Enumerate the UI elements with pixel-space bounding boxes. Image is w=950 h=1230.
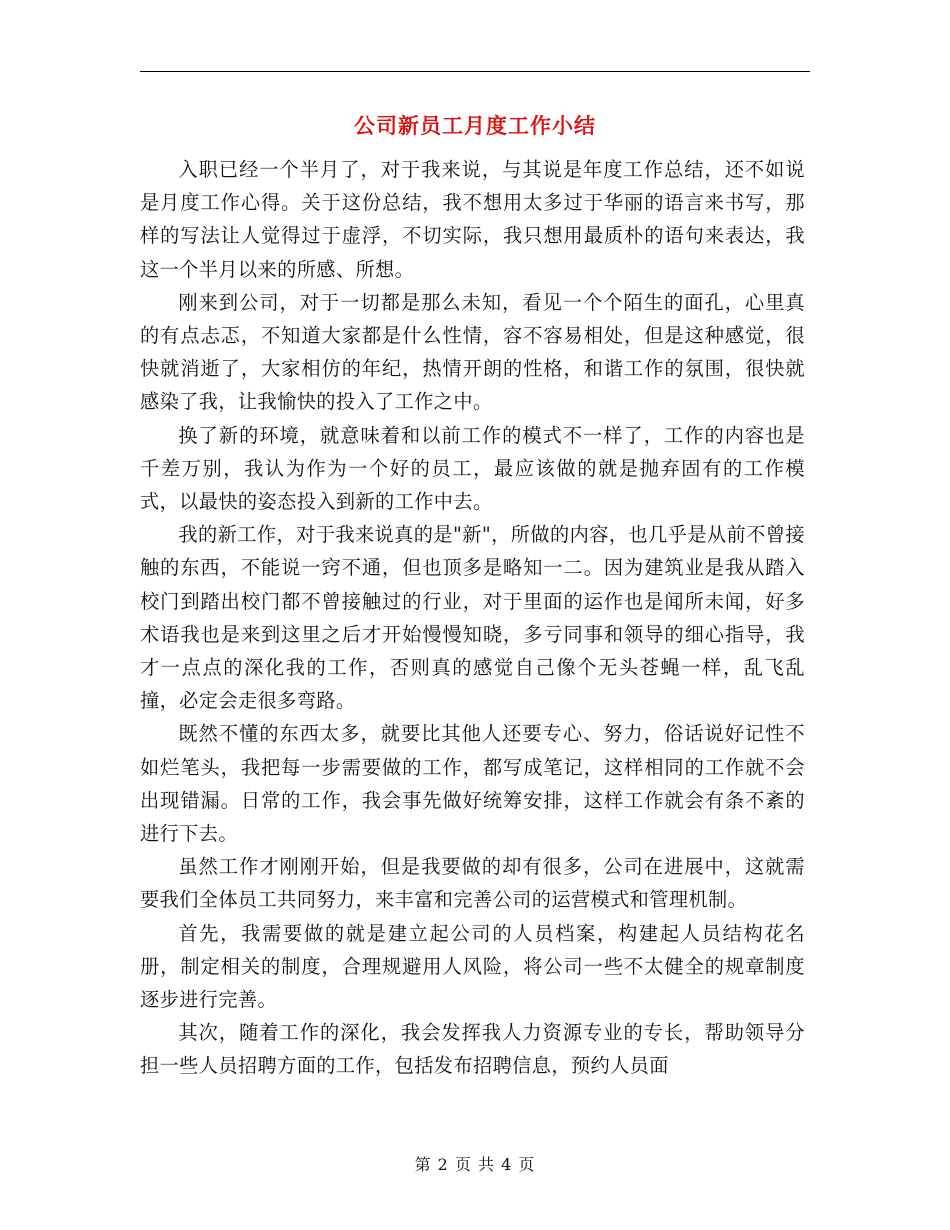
- paragraph: 刚来到公司，对于一切都是那么未知，看见一个个陌生的面孔，心里真的有点忐忑，不知道大家都是什么性情，容不容易相处，但是这种感觉，很快就消逝了，大家相仿的年纪，热情开朗的性格，和谐工作的氛围，很快就感染了我，让我愉快的投入了工作之中。: [140, 290, 805, 414]
- paragraph: 既然不懂的东西太多，就要比其他人还要专心、努力，俗话说好记性不如烂笔头，我把每一步需要做的工作，都写成笔记，这样相同的工作就不会出现错漏。日常的工作，我会事先做好统筹安排，这样工作就会有条不紊的进行下去。: [140, 722, 805, 846]
- document-title: 公司新员工月度工作小结: [354, 113, 596, 138]
- paragraph: 入职已经一个半月了，对于我来说，与其说是年度工作总结，还不如说是月度工作心得。关于这份总结，我不想用太多过于华丽的语言来书写，那样的写法让人觉得过于虚浮，不切实际，我只想用最质朴的语句来表达，我这一个半月以来的所感、所想。: [140, 158, 805, 281]
- paragraph: 虽然工作才刚刚开始，但是我要做的却有很多，公司在进展中，这就需要我们全体员工共同努力，来丰富和完善公司的运营模式和管理机制。: [140, 855, 805, 912]
- paragraph: 其次，随着工作的深化，我会发挥我人力资源专业的专长，帮助领导分担一些人员招聘方面的工作，包括发布招聘信息，预约人员面: [140, 1021, 805, 1078]
- page-number: 第 2 页 共 4 页: [414, 1155, 536, 1174]
- paragraph: 我的新工作，对于我来说真的是"新"，所做的内容，也几乎是从前不曾接触的东西，不能说一窍不通，但也顶多是略知一二。因为建筑业是我从踏入校门到踏出校门都不曾接触过的行业，对于里面的运作也是闻所未闻，好多术语我也是来到这里之后才开始慢慢知晓，多亏同事和领导的细心指导，我才一点点的深化我的工作，否则真的感觉自己像个无头苍蝇一样，乱飞乱撞，必定会走很多弯路。: [140, 523, 805, 713]
- document-body: [140, 153, 805, 1083]
- paragraph: 换了新的环境，就意味着和以前工作的模式不一样了，工作的内容也是千差万别，我认为作为一个好的员工，最应该做的就是抛弃固有的工作模式，以最快的姿态投入到新的工作中去。: [140, 423, 805, 514]
- header-rule: [140, 71, 810, 72]
- paragraph: 首先，我需要做的就是建立起公司的人员档案，构建起人员结构花名册，制定相关的制度，合理规避用人风险，将公司一些不太健全的规章制度逐步进行完善。: [140, 921, 805, 1012]
